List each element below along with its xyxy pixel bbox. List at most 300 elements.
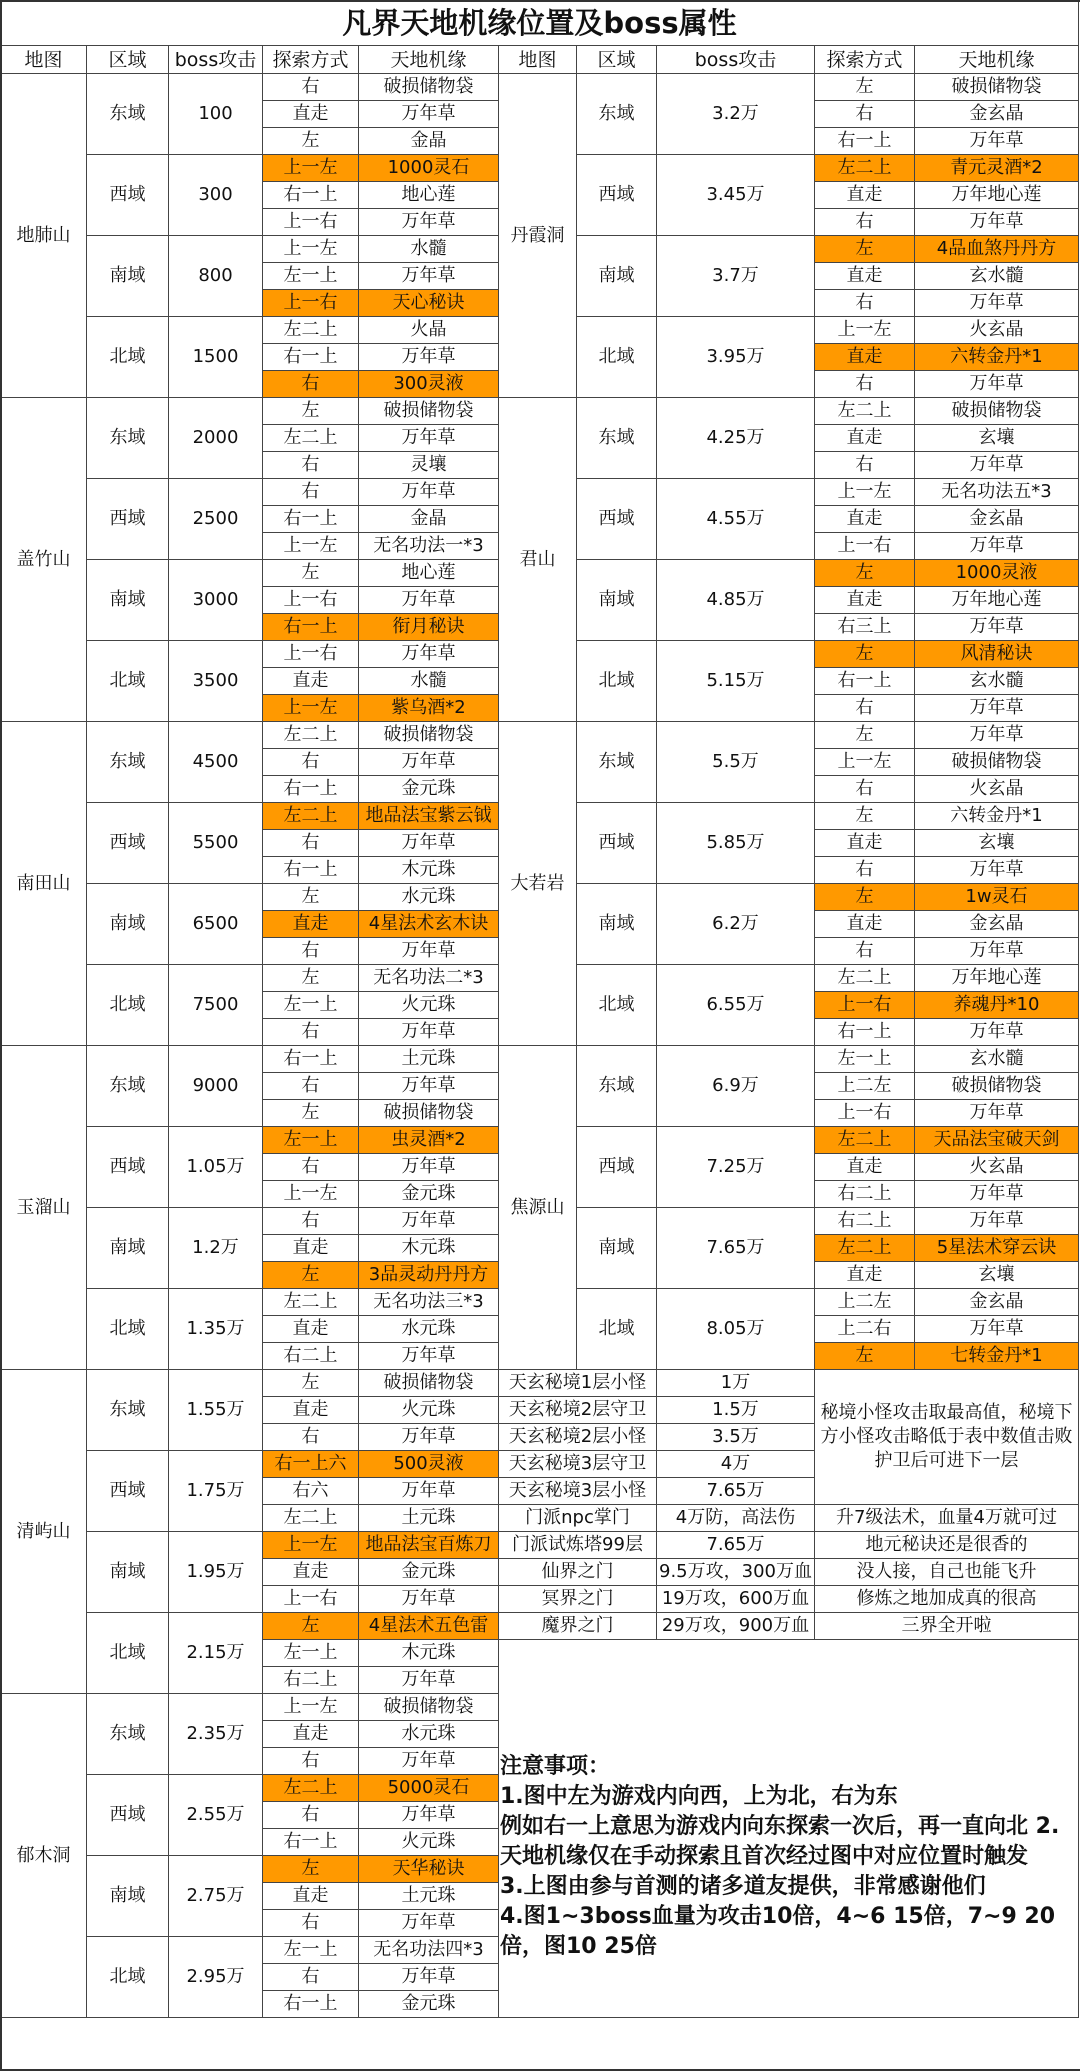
explore-method: 直走	[263, 1316, 359, 1343]
extra-remark: 修炼之地加成真的很高	[815, 1586, 1079, 1613]
boss-attack: 2.55万	[169, 1775, 263, 1856]
explore-method: 右	[263, 749, 359, 776]
reward: 破损储物袋	[359, 398, 499, 425]
page-title: 凡界天地机缘位置及boss属性	[1, 1, 1079, 46]
explore-method: 直走	[815, 425, 915, 452]
explore-method: 左	[815, 884, 915, 911]
reward: 万年草	[359, 1910, 499, 1937]
boss-attack: 1500	[169, 317, 263, 398]
boss-attack: 1.75万	[169, 1451, 263, 1532]
reward: 金玄晶	[915, 911, 1079, 938]
reward-highlight: 300灵液	[359, 371, 499, 398]
map-name: 清屿山	[1, 1370, 87, 1694]
explore-method: 左二上	[263, 425, 359, 452]
zone-name: 东域	[577, 398, 657, 479]
explore-method: 上一左	[263, 1181, 359, 1208]
explore-method: 左二上	[263, 803, 359, 830]
explore-method: 右	[263, 938, 359, 965]
extra-name: 冥界之门	[499, 1586, 657, 1613]
explore-method: 右	[815, 209, 915, 236]
extra-remark: 升7级法术，血量4万就可过	[815, 1505, 1079, 1532]
reward: 万年草	[915, 209, 1079, 236]
boss-attack: 3000	[169, 560, 263, 641]
explore-method: 右一上	[815, 1019, 915, 1046]
reward: 火玄晶	[915, 317, 1079, 344]
explore-method: 右	[263, 1019, 359, 1046]
note-line: 4.图1~3boss血量为攻击10倍，4~6 15倍，7~9 20倍，图10 25倍	[500, 1904, 1056, 1959]
explore-method: 直走	[263, 1721, 359, 1748]
reward: 万年草	[359, 1964, 499, 1991]
explore-method: 左	[263, 560, 359, 587]
reward: 万年草	[359, 587, 499, 614]
boss-attack: 2.15万	[169, 1613, 263, 1694]
zone-name: 南域	[577, 560, 657, 641]
reward: 地心莲	[359, 560, 499, 587]
boss-attack: 1.55万	[169, 1370, 263, 1451]
reward: 玄壤	[915, 830, 1079, 857]
reward-highlight: 地品法宝紫云钺	[359, 803, 499, 830]
reward: 万年草	[359, 209, 499, 236]
zone-name: 北域	[87, 1289, 169, 1370]
boss-attack: 4500	[169, 722, 263, 803]
reward: 破损储物袋	[359, 1694, 499, 1721]
reward-highlight: 六转金丹*1	[915, 344, 1079, 371]
zone-name: 北域	[87, 641, 169, 722]
boss-attack: 4.25万	[657, 398, 815, 479]
explore-method: 直走	[815, 1154, 915, 1181]
reward: 万年地心莲	[915, 965, 1079, 992]
boss-attack: 6.9万	[657, 1046, 815, 1127]
boss-attack: 5500	[169, 803, 263, 884]
explore-method: 右	[263, 1748, 359, 1775]
reward: 万年草	[359, 1802, 499, 1829]
zone-name: 北域	[87, 965, 169, 1046]
zone-name: 西域	[87, 479, 169, 560]
reward: 万年草	[915, 1208, 1079, 1235]
reward-highlight: 衔月秘诀	[359, 614, 499, 641]
zone-name: 东域	[87, 1694, 169, 1775]
explore-method: 直走	[263, 1235, 359, 1262]
boss-attack: 4.55万	[657, 479, 815, 560]
explore-method: 右二上	[263, 1343, 359, 1370]
explore-method: 右一上六	[263, 1451, 359, 1478]
explore-method: 直走	[263, 1559, 359, 1586]
explore-method: 左	[815, 560, 915, 587]
boss-attack: 5.5万	[657, 722, 815, 803]
reward: 万年草	[359, 1343, 499, 1370]
explore-method: 右二上	[815, 1181, 915, 1208]
explore-method: 右一上	[263, 1991, 359, 2018]
reward: 金元珠	[359, 776, 499, 803]
explore-method: 直走	[815, 263, 915, 290]
reward: 万年草	[359, 641, 499, 668]
reward: 万年草	[915, 1100, 1079, 1127]
boss-attack: 3500	[169, 641, 263, 722]
column-header: 天地机缘	[915, 46, 1079, 74]
explore-method: 右	[263, 74, 359, 101]
reward: 破损储物袋	[359, 722, 499, 749]
boss-attack: 6.55万	[657, 965, 815, 1046]
reward-highlight: 天品法宝破天剑	[915, 1127, 1079, 1154]
boss-attack: 2.95万	[169, 1937, 263, 2018]
reward-highlight: 虫灵酒*2	[359, 1127, 499, 1154]
extra-name: 天玄秘境3层守卫	[499, 1451, 657, 1478]
zone-name: 南域	[87, 560, 169, 641]
reward: 无名功法五*3	[915, 479, 1079, 506]
zone-name: 南域	[87, 1208, 169, 1289]
reward: 金元珠	[359, 1991, 499, 2018]
boss-attack: 2500	[169, 479, 263, 560]
reward: 万年草	[359, 425, 499, 452]
explore-method: 上一左	[815, 749, 915, 776]
explore-method: 左一上	[815, 1046, 915, 1073]
reward: 金玄晶	[915, 101, 1079, 128]
explore-method: 直走	[263, 1883, 359, 1910]
reward: 火元珠	[359, 1397, 499, 1424]
explore-method: 左	[815, 74, 915, 101]
explore-method: 右	[263, 1154, 359, 1181]
map-name: 南田山	[1, 722, 87, 1046]
reward: 水髓	[359, 236, 499, 263]
reward: 灵壤	[359, 452, 499, 479]
reward: 万年草	[915, 452, 1079, 479]
reward: 地心莲	[359, 182, 499, 209]
extra-attack: 4万防，高法伤	[657, 1505, 815, 1532]
explore-method: 右一上	[263, 1046, 359, 1073]
extra-name: 天玄秘境3层小怪	[499, 1478, 657, 1505]
reward: 水元珠	[359, 884, 499, 911]
explore-method: 上一左	[815, 317, 915, 344]
extra-attack: 1.5万	[657, 1397, 815, 1424]
reward: 玄水髓	[915, 1046, 1079, 1073]
explore-method: 上一左	[263, 1694, 359, 1721]
zone-name: 北域	[87, 317, 169, 398]
explore-method: 右	[263, 452, 359, 479]
explore-method: 直走	[263, 1397, 359, 1424]
explore-method: 左一上	[263, 992, 359, 1019]
explore-method: 上一右	[263, 587, 359, 614]
reward: 万年草	[915, 371, 1079, 398]
extra-attack: 19万攻，600万血	[657, 1586, 815, 1613]
explore-method: 上一左	[263, 533, 359, 560]
reward: 玄壤	[915, 1262, 1079, 1289]
explore-method: 左	[815, 803, 915, 830]
reward: 万年草	[359, 263, 499, 290]
extra-name: 天玄秘境2层小怪	[499, 1424, 657, 1451]
explore-method: 直走	[815, 1262, 915, 1289]
zone-name: 北域	[577, 317, 657, 398]
zone-name: 北域	[87, 1613, 169, 1694]
explore-method: 右一上	[263, 344, 359, 371]
explore-method: 右	[263, 1208, 359, 1235]
extra-attack: 9.5万攻，300万血	[657, 1559, 815, 1586]
boss-attack: 2.35万	[169, 1694, 263, 1775]
column-header: boss攻击	[169, 46, 263, 74]
reward: 万年草	[915, 857, 1079, 884]
reward-highlight: 4星法术玄木诀	[359, 911, 499, 938]
reward: 破损储物袋	[915, 1073, 1079, 1100]
extra-remark: 三界全开啦	[815, 1613, 1079, 1640]
extra-attack: 4万	[657, 1451, 815, 1478]
reward: 万年草	[359, 1748, 499, 1775]
explore-method: 右	[263, 1424, 359, 1451]
explore-method: 右一上	[815, 668, 915, 695]
explore-method: 上一左	[263, 695, 359, 722]
boss-attack: 4.85万	[657, 560, 815, 641]
zone-name: 东域	[577, 74, 657, 155]
zone-name: 西域	[87, 1775, 169, 1856]
reward: 玄壤	[915, 425, 1079, 452]
explore-method: 右一上	[263, 614, 359, 641]
column-header: 探索方式	[815, 46, 915, 74]
reward: 玄水髓	[915, 668, 1079, 695]
extra-attack: 7.65万	[657, 1478, 815, 1505]
reward: 万年草	[359, 1424, 499, 1451]
explore-method: 右一上	[263, 857, 359, 884]
zone-name: 南域	[87, 1532, 169, 1613]
map-name: 焦源山	[499, 1046, 577, 1370]
explore-method: 右二上	[815, 1208, 915, 1235]
explore-method: 左	[815, 1343, 915, 1370]
explore-method: 右	[815, 290, 915, 317]
zone-name: 西域	[577, 803, 657, 884]
boss-attack: 7.25万	[657, 1127, 815, 1208]
reward-highlight: 青元灵酒*2	[915, 155, 1079, 182]
explore-method: 左	[263, 1262, 359, 1289]
explore-method: 右	[263, 1964, 359, 1991]
reward: 六转金丹*1	[915, 803, 1079, 830]
boss-attack: 9000	[169, 1046, 263, 1127]
reward-highlight: 5000灵石	[359, 1775, 499, 1802]
zone-name: 东域	[87, 398, 169, 479]
explore-method: 右	[815, 776, 915, 803]
explore-method: 上一左	[815, 479, 915, 506]
reward: 木元珠	[359, 1235, 499, 1262]
explore-method: 左二上	[263, 722, 359, 749]
zone-name: 南域	[87, 236, 169, 317]
reward: 万年草	[359, 1073, 499, 1100]
reward: 土元珠	[359, 1505, 499, 1532]
boss-attack: 1.2万	[169, 1208, 263, 1289]
explore-method: 右	[815, 857, 915, 884]
boss-attack: 5.85万	[657, 803, 815, 884]
zone-name: 南域	[577, 1208, 657, 1289]
reward: 木元珠	[359, 1640, 499, 1667]
boss-attack: 7500	[169, 965, 263, 1046]
reward: 金晶	[359, 506, 499, 533]
explore-method: 左二上	[263, 1289, 359, 1316]
reward: 万年草	[915, 290, 1079, 317]
reward: 水髓	[359, 668, 499, 695]
reward-highlight: 1w灵石	[915, 884, 1079, 911]
reward: 破损储物袋	[915, 74, 1079, 101]
reward: 万年草	[359, 1208, 499, 1235]
reward-highlight: 天心秘诀	[359, 290, 499, 317]
reward: 破损储物袋	[359, 1370, 499, 1397]
explore-method: 右一上	[815, 128, 915, 155]
explore-method: 左二上	[815, 1235, 915, 1262]
reward: 万年草	[359, 830, 499, 857]
map-name: 郁木洞	[1, 1694, 87, 2018]
explore-method: 右	[815, 938, 915, 965]
explore-method: 直走	[263, 668, 359, 695]
explore-method: 右	[815, 452, 915, 479]
column-header: 地图	[1, 46, 87, 74]
extra-attack: 3.5万	[657, 1424, 815, 1451]
reward: 万年草	[359, 344, 499, 371]
reward: 万年草	[359, 479, 499, 506]
boss-attack: 100	[169, 74, 263, 155]
explore-method: 左	[263, 1613, 359, 1640]
explore-method: 左一上	[263, 1937, 359, 1964]
boss-attack: 300	[169, 155, 263, 236]
boss-attack: 1.95万	[169, 1532, 263, 1613]
column-header: 地图	[499, 46, 577, 74]
column-header: 探索方式	[263, 46, 359, 74]
reward: 金晶	[359, 128, 499, 155]
explore-method: 上二右	[815, 1316, 915, 1343]
zone-name: 南域	[87, 1856, 169, 1937]
reward-highlight: 1000灵石	[359, 155, 499, 182]
reward: 无名功法三*3	[359, 1289, 499, 1316]
reward: 破损储物袋	[915, 398, 1079, 425]
explore-method: 左	[815, 236, 915, 263]
explore-method: 直走	[815, 587, 915, 614]
reward: 土元珠	[359, 1046, 499, 1073]
reward-highlight: 3品灵动丹丹方	[359, 1262, 499, 1289]
explore-method: 直走	[815, 506, 915, 533]
boss-attack: 1.35万	[169, 1289, 263, 1370]
notes-section	[500, 1752, 1072, 1962]
reward: 火玄晶	[915, 1154, 1079, 1181]
boss-attack: 7.65万	[657, 1208, 815, 1289]
reward: 万年草	[359, 101, 499, 128]
explore-method: 上一左	[263, 1532, 359, 1559]
explore-method: 左二上	[815, 1127, 915, 1154]
explore-method: 右	[263, 830, 359, 857]
explore-method: 左	[815, 641, 915, 668]
zone-name: 北域	[87, 1937, 169, 2018]
extra-name: 仙界之门	[499, 1559, 657, 1586]
reward: 万年草	[915, 722, 1079, 749]
reward: 金元珠	[359, 1181, 499, 1208]
explore-method: 右三上	[815, 614, 915, 641]
reward: 破损储物袋	[915, 749, 1079, 776]
explore-method: 上一左	[263, 155, 359, 182]
reward: 万年地心莲	[915, 182, 1079, 209]
explore-method: 上一右	[263, 641, 359, 668]
explore-method: 右一上	[263, 506, 359, 533]
explore-method: 上一右	[815, 992, 915, 1019]
zone-name: 南域	[87, 884, 169, 965]
explore-method: 右二上	[263, 1667, 359, 1694]
reward: 万年草	[915, 938, 1079, 965]
zone-name: 东域	[577, 722, 657, 803]
explore-method: 左二上	[815, 965, 915, 992]
reward: 土元珠	[359, 1883, 499, 1910]
map-name: 盖竹山	[1, 398, 87, 722]
reward: 万年草	[359, 1019, 499, 1046]
explore-method: 左	[815, 722, 915, 749]
zone-name: 西域	[87, 1127, 169, 1208]
explore-method: 上一右	[263, 1586, 359, 1613]
zone-name: 北域	[577, 641, 657, 722]
reward: 无名功法一*3	[359, 533, 499, 560]
explore-method: 直走	[815, 344, 915, 371]
explore-method: 上一左	[263, 236, 359, 263]
reward-highlight: 4星法术五色雷	[359, 1613, 499, 1640]
reward: 水元珠	[359, 1721, 499, 1748]
explore-method: 上一右	[815, 533, 915, 560]
explore-method: 左一上	[263, 263, 359, 290]
reward-highlight: 1000灵液	[915, 560, 1079, 587]
reward: 火元珠	[359, 1829, 499, 1856]
zone-name: 南域	[577, 884, 657, 965]
reward: 万年草	[359, 1667, 499, 1694]
explore-method: 右	[815, 371, 915, 398]
reward: 万年草	[915, 1181, 1079, 1208]
secret-note: 秘境小怪攻击取最高值，秘境下方小怪攻击略低于表中数值击败护卫后可进下一层	[815, 1370, 1079, 1505]
explore-method: 直走	[263, 101, 359, 128]
explore-method: 左二上	[263, 317, 359, 344]
explore-method: 右	[263, 1073, 359, 1100]
explore-method: 左	[263, 965, 359, 992]
explore-method: 直走	[815, 830, 915, 857]
explore-method: 右	[263, 1802, 359, 1829]
explore-method: 上一右	[263, 209, 359, 236]
zone-name: 北域	[577, 1289, 657, 1370]
extra-name: 门派试炼塔99层	[499, 1532, 657, 1559]
column-header: boss攻击	[657, 46, 815, 74]
zone-name: 东域	[577, 1046, 657, 1127]
reward-highlight: 500灵液	[359, 1451, 499, 1478]
explore-method: 直走	[815, 182, 915, 209]
boss-attack: 800	[169, 236, 263, 317]
reward-highlight: 七转金丹*1	[915, 1343, 1079, 1370]
reward: 水元珠	[359, 1316, 499, 1343]
zone-name: 西域	[577, 155, 657, 236]
reward: 木元珠	[359, 857, 499, 884]
boss-attack: 8.05万	[657, 1289, 815, 1370]
zone-name: 西域	[87, 803, 169, 884]
note-line: 例如右一上意思为游戏内向东探索一次后，再一直向北 2.天地机缘仅在手动探索且首次经过图中对应位置时触发	[500, 1814, 1060, 1869]
explore-method: 左	[263, 1100, 359, 1127]
reward: 万年草	[915, 128, 1079, 155]
zone-name: 东域	[87, 722, 169, 803]
zone-name: 西域	[87, 1451, 169, 1532]
zone-name: 西域	[577, 1127, 657, 1208]
reward-highlight: 风清秘诀	[915, 641, 1079, 668]
explore-method: 右一上	[263, 776, 359, 803]
reward: 玄水髓	[915, 263, 1079, 290]
extra-remark: 没人接，自己也能飞升	[815, 1559, 1079, 1586]
boss-attack: 6500	[169, 884, 263, 965]
reward: 金玄晶	[915, 1289, 1079, 1316]
extra-attack: 7.65万	[657, 1532, 815, 1559]
reward: 万年草	[915, 533, 1079, 560]
explore-method: 左二上	[815, 398, 915, 425]
note-line: 注意事项：	[500, 1754, 611, 1779]
explore-method: 右	[263, 371, 359, 398]
reward: 破损储物袋	[359, 1100, 499, 1127]
reward: 万年草	[359, 1478, 499, 1505]
reward: 万年草	[359, 749, 499, 776]
column-header: 天地机缘	[359, 46, 499, 74]
column-header: 区域	[87, 46, 169, 74]
map-name: 地肺山	[1, 74, 87, 398]
boss-attack: 2000	[169, 398, 263, 479]
reward: 万年草	[915, 1019, 1079, 1046]
